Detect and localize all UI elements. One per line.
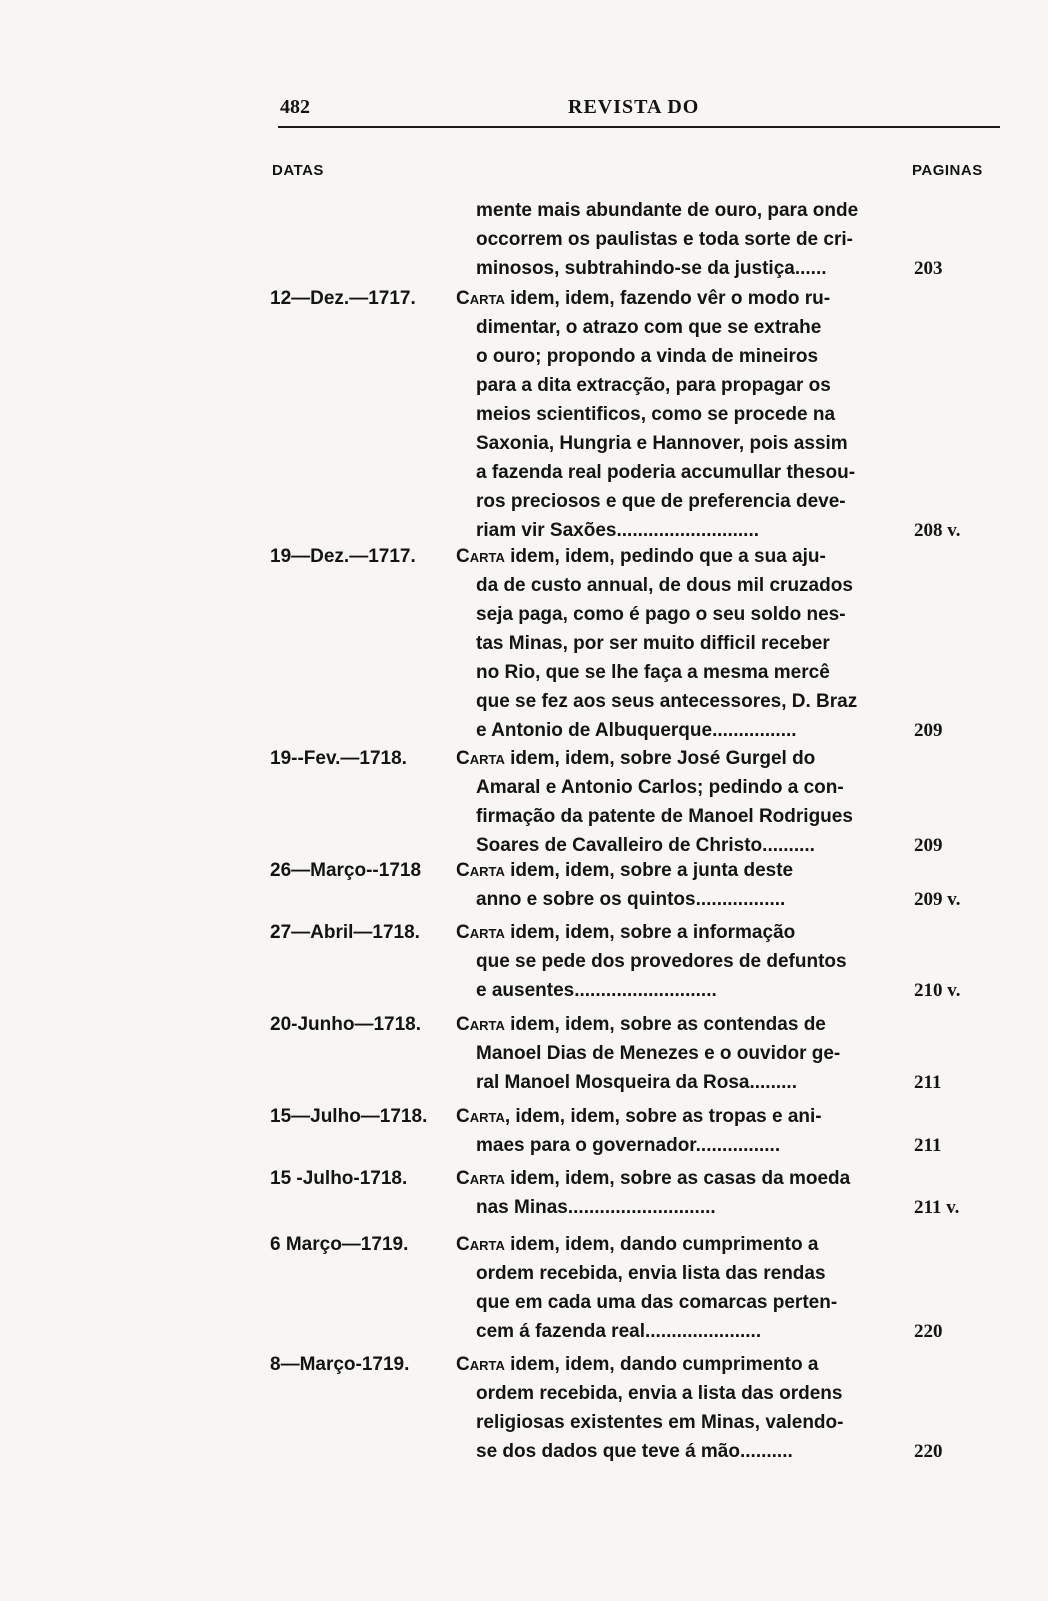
entry-page-reference: 211 <box>914 1072 942 1093</box>
entry-text-line: meios scientificos, como se procede na <box>476 404 836 425</box>
entry-text-line: Carta idem, idem, sobre as casas da moeda <box>456 1168 851 1189</box>
entry-date: 20-Junho—1718. <box>270 1014 421 1035</box>
entry-page-reference: 220 <box>914 1321 943 1342</box>
entry-text-line: e Antonio de Albuquerque................ <box>476 720 797 741</box>
entry-page-reference: 208 v. <box>914 520 961 541</box>
entry-text-line: que se fez aos seus antecessores, D. Braz <box>476 691 858 712</box>
entry-description <box>456 918 876 1005</box>
entry-text-line: se dos dados que teve á mão.......... <box>476 1441 793 1462</box>
entry-text-line: para a dita extracção, para propagar os <box>476 375 831 396</box>
entry-date: 6 Março—1719. <box>270 1234 409 1255</box>
entry-text-line: Carta idem, idem, sobre a informação <box>456 922 796 943</box>
entry-date: 15 -Julho-1718. <box>270 1168 408 1189</box>
entry-text-line: que se pede dos provedores de defuntos <box>476 951 847 972</box>
entry-text-line: Carta idem, idem, pedindo que a sua aju- <box>456 546 826 567</box>
entry-text-line: religiosas existentes em Minas, valendo- <box>476 1412 844 1433</box>
dates-column-heading: DATAS <box>272 162 324 179</box>
entry-description <box>456 744 876 860</box>
running-title: REVISTA DO <box>568 96 700 118</box>
entry-text-line: maes para o governador................ <box>476 1135 781 1156</box>
entry-text-line: da de custo annual, de dous mil cruzados <box>476 575 853 596</box>
entry-date: 27—Abril—1718. <box>270 922 420 943</box>
entry-text-line: seja paga, como é pago o seu soldo nes- <box>476 604 846 625</box>
entry-text-line: Carta, idem, idem, sobre as tropas e ani- <box>456 1106 822 1127</box>
entry-keyword: Carta <box>456 546 505 567</box>
entry-description <box>456 542 876 745</box>
entry-text-line: Carta idem, idem, fazendo vêr o modo ru- <box>456 288 831 309</box>
entry-text-line: occorrem os paulistas e toda sorte de cri- <box>476 229 853 250</box>
entry-text-line: ros preciosos e que de preferencia deve- <box>476 491 846 512</box>
entry-text-line: a fazenda real poderia accumullar thesou- <box>476 462 856 483</box>
entry-text-line: Carta idem, idem, sobre José Gurgel do <box>456 748 816 769</box>
entry-text-line: dimentar, o atrazo com que se extrahe <box>476 317 822 338</box>
entry-description <box>456 1350 876 1466</box>
entry-description <box>476 196 876 283</box>
entry-text-line: Soares de Cavalleiro de Christo.......... <box>476 835 815 856</box>
entry-description <box>456 856 876 914</box>
entry-text-line: no Rio, que se lhe faça a mesma mercê <box>476 662 830 683</box>
entry-description <box>456 1102 876 1160</box>
entry-text-line: Amaral e Antonio Carlos; pedindo a con- <box>476 777 844 798</box>
entry-keyword: Carta <box>456 1014 505 1035</box>
entry-date: 19—Dez.—1717. <box>270 546 416 567</box>
entry-text-line: tas Minas, por ser muito difficil receber <box>476 633 830 654</box>
entry-keyword: Carta, <box>456 1106 511 1127</box>
entry-page-reference: 203 <box>914 258 943 279</box>
entry-text-line: e ausentes........................... <box>476 980 717 1001</box>
entry-date: 26—Março--1718 <box>270 860 422 881</box>
entry-text-line: nas Minas............................ <box>476 1197 716 1218</box>
entry-date: 8—Março-1719. <box>270 1354 410 1375</box>
entry-text-line: o ouro; propondo a vinda de mineiros <box>476 346 819 367</box>
page-number: 482 <box>280 96 310 118</box>
entry-text-line: ordem recebida, envia lista das rendas <box>476 1263 826 1284</box>
page-header <box>280 96 1000 126</box>
entry-text-line: Carta idem, idem, dando cumprimento a <box>456 1354 819 1375</box>
entry-text-line: minosos, subtrahindo-se da justiça...... <box>476 258 827 279</box>
entry-text-line: que em cada uma das comarcas perten- <box>476 1292 838 1313</box>
entry-keyword: Carta <box>456 288 505 309</box>
entry-keyword: Carta <box>456 1234 505 1255</box>
entry-date: 12—Dez.—1717. <box>270 288 416 309</box>
entry-keyword: Carta <box>456 748 505 769</box>
entry-text-line: mente mais abundante de ouro, para onde <box>476 200 859 221</box>
entry-text-line: anno e sobre os quintos................. <box>476 889 786 910</box>
entry-page-reference: 211 <box>914 1135 942 1156</box>
entry-text-line: ral Manoel Mosqueira da Rosa......... <box>476 1072 797 1093</box>
pages-column-heading: PAGINAS <box>912 162 983 179</box>
entry-keyword: Carta <box>456 922 505 943</box>
entry-keyword: Carta <box>456 860 505 881</box>
entry-page-reference: 210 v. <box>914 980 961 1001</box>
entry-description <box>456 284 876 545</box>
entry-text-line: Carta idem, idem, sobre as contendas de <box>456 1014 826 1035</box>
entry-page-reference: 209 <box>914 720 943 741</box>
entry-keyword: Carta <box>456 1168 505 1189</box>
entry-text-line: ordem recebida, envia a lista das ordens <box>476 1383 843 1404</box>
entry-keyword: Carta <box>456 1354 505 1375</box>
entry-text-line: Carta idem, idem, dando cumprimento a <box>456 1234 819 1255</box>
entry-page-reference: 209 <box>914 835 943 856</box>
entry-text-line: Carta idem, idem, sobre a junta deste <box>456 860 794 881</box>
entry-description <box>456 1230 876 1346</box>
entry-description <box>456 1010 876 1097</box>
entry-text-line: cem á fazenda real...................... <box>476 1321 762 1342</box>
entry-date: 15—Julho—1718. <box>270 1106 428 1127</box>
entry-text-line: firmação da patente de Manoel Rodrigues <box>476 806 853 827</box>
entry-page-reference: 209 v. <box>914 889 961 910</box>
entry-page-reference: 220 <box>914 1441 943 1462</box>
entry-text-line: Saxonia, Hungria e Hannover, pois assim <box>476 433 848 454</box>
header-rule <box>278 126 1000 128</box>
entry-page-reference: 211 v. <box>914 1197 960 1218</box>
entry-date: 19--Fev.—1718. <box>270 748 407 769</box>
entry-description <box>456 1164 876 1222</box>
entry-text-line: riam vir Saxões........................... <box>476 520 760 541</box>
entry-text-line: Manoel Dias de Menezes e o ouvidor ge- <box>476 1043 841 1064</box>
